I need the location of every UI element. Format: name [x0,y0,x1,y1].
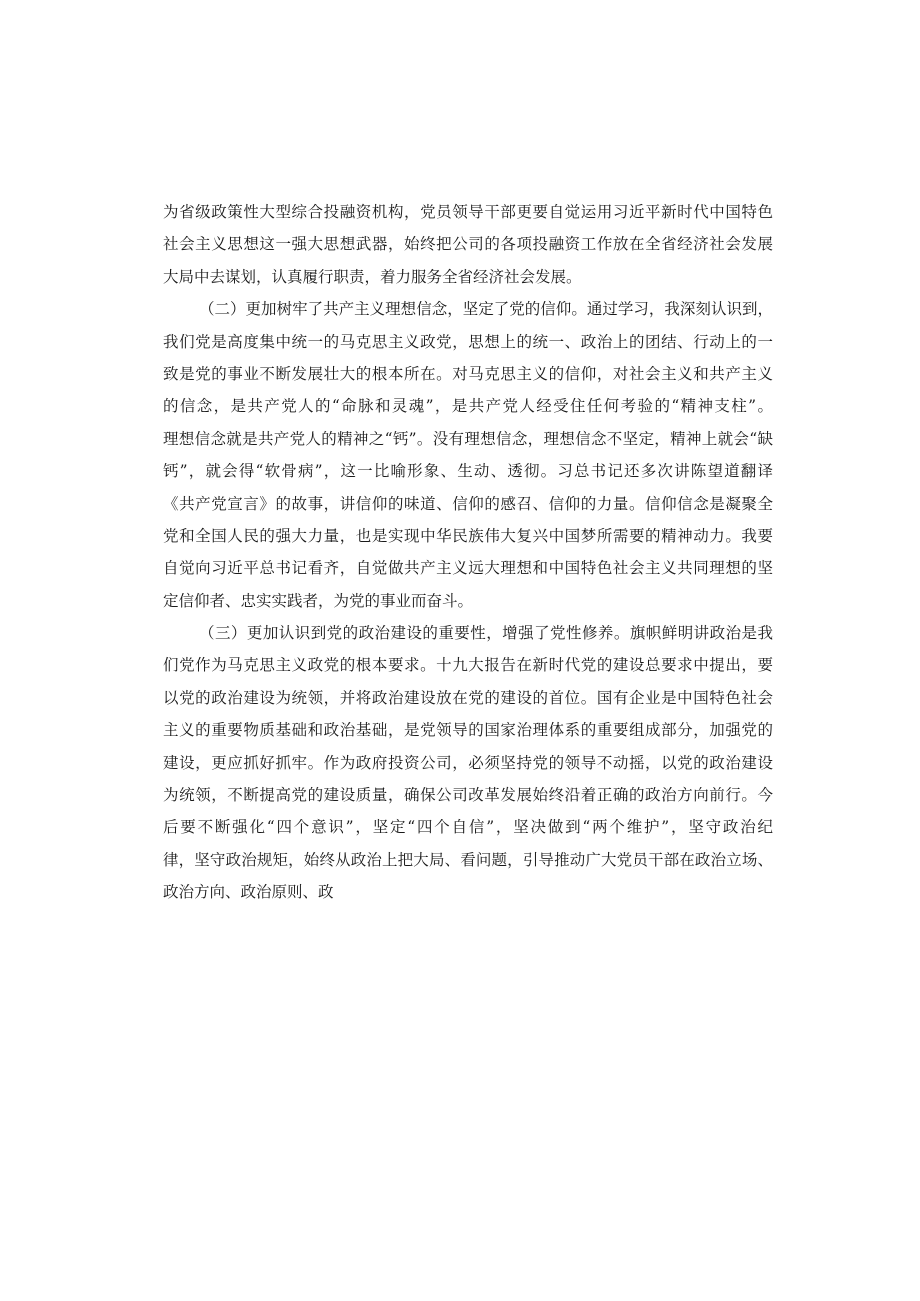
text-line: 律，坚守政治规矩，始终从政治上把大局、看问题，引导推动广大党员干部在政治立场、 [163,850,773,869]
paragraph-3 [163,617,773,909]
text-line: 为省级政策性大型综合投融资机构，党员领导干部更要自觉运用习近平新时代中国特色 [163,203,773,221]
text-line: 定信仰者、忠实实践者，为党的事业而奋斗。 [163,591,474,610]
text-line: 《共产党宣言》的故事，讲信仰的味道、信仰的感召、信仰的力量。信仰信念是凝聚全 [163,494,773,513]
text-line: 自觉向习近平总书记看齐，自觉做共产主义远大理想和中国特色社会主义共同理想的坚 [163,559,773,578]
text-line: 党和全国人民的强大力量，也是实现中华民族伟大复兴中国梦所需要的精神动力。我要 [163,526,773,545]
text-line: 我们党是高度集中统一的马克思主义政党，思想上的统一、政治上的团结、行动上的一 [163,332,773,351]
text-line: 的信念，是共产党人的“命脉和灵魂”，是共产党人经受住任何考验的“精神支柱”。 [163,397,773,416]
text-line: 们党作为马克思主义政党的根本要求。十九大报告在新时代党的建设总要求中提出，要 [163,656,773,675]
document-body [163,196,773,909]
text-line: 以党的政治建设为统领，并将政治建设放在党的建设的首位。国有企业是中国特色社会 [163,688,773,707]
text-line: 社会主义思想这一强大思想武器，始终把公司的各项投融资工作放在全省经济社会发展 [163,235,773,254]
text-line: （三）更加认识到党的政治建设的重要性，增强了党性修养。旗帜鲜明讲政治是我 [199,624,773,643]
text-line: 理想信念就是共产党人的精神之“钙”。没有理想信念，理想信念不坚定，精神上就会“缺 [163,429,773,448]
text-line: （二）更加树牢了共产主义理想信念，坚定了党的信仰。通过学习，我深刻认识到， [199,300,773,319]
text-line: 钙”，就会得“软骨病”，这一比喻形象、生动、透彻。习总书记还多次讲陈望道翻译 [163,462,773,481]
text-line: 后要不断强化“四个意识”，坚定“四个自信”，坚决做到“两个维护”，坚守政治纪 [163,818,773,837]
text-line: 建设，更应抓好抓牢。作为政府投资公司，必须坚持党的领导不动摇，以党的政治建设 [163,753,773,772]
paragraph-1 [163,196,773,293]
text-line: 政治方向、政治原则、政 [163,883,334,902]
text-line: 为统领，不断提高党的建设质量，确保公司改革发展始终沿着正确的政治方向前行。今 [163,786,773,805]
text-line: 致是党的事业不断发展壮大的根本所在。对马克思主义的信仰，对社会主义和共产主义 [163,364,773,383]
text-line: 大局中去谋划，认真履行职责，着力服务全省经济社会发展。 [163,267,582,286]
text-line: 主义的重要物质基础和政治基础，是党领导的国家治理体系的重要组成部分，加强党的 [163,721,773,740]
paragraph-2 [163,293,773,617]
